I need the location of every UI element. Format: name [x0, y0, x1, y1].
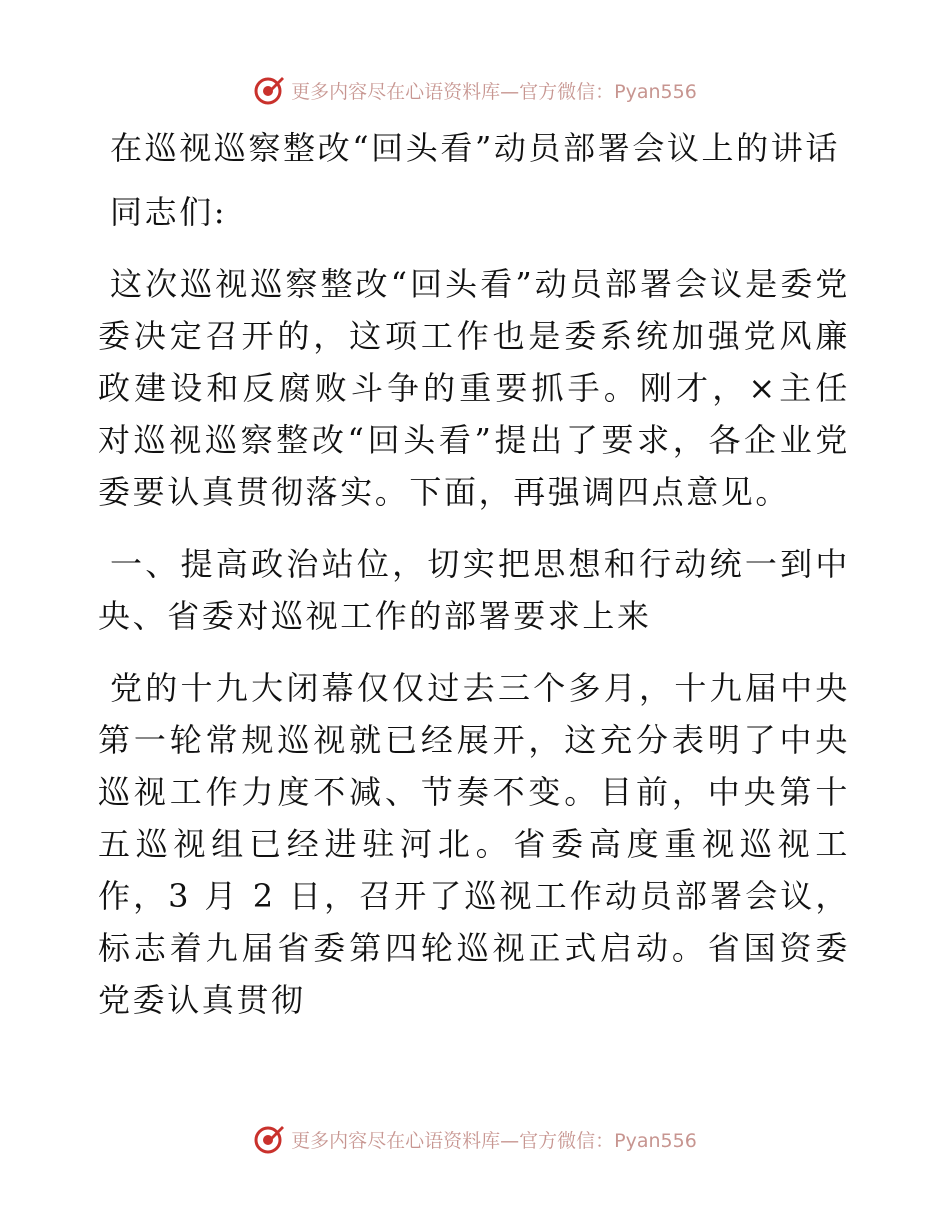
- salutation-paragraph: 同志们:: [110, 193, 228, 231]
- watermark-text: 更多内容尽在心语资料库—官方微信：Pyan556: [291, 1129, 697, 1152]
- watermark-text: 更多内容尽在心语资料库—官方微信：Pyan556: [291, 80, 697, 103]
- section-heading: 一、提高政治站位，切实把思想和行动统一到中央、省委对巡视工作的部署要求上来: [98, 545, 850, 635]
- footer-watermark: [0, 1117, 950, 1161]
- brush-logo-icon: [253, 74, 285, 106]
- document-title: 在巡视巡察整改“回头看”动员部署会议上的讲话: [110, 129, 840, 167]
- body-paragraph: 党的十九大闭幕仅仅过去三个多月，十九届中央第一轮常规巡视就已经展开，这充分表明了中央巡视工作力度不减、节奏不变。目前，中央第十五巡视组已经进驻河北。省委高度重视巡视工作，3 月 2 日，召开了巡视工作动员部署会议，标志着九届省委第四轮巡视正式启动。省国资委党委认真贯彻: [98, 669, 850, 1019]
- brush-logo-icon: [253, 1123, 285, 1155]
- header-watermark: [0, 68, 950, 112]
- document-body: [98, 122, 850, 1046]
- body-paragraph: 这次巡视巡察整改“回头看”动员部署会议是委党委决定召开的，这项工作也是委系统加强党风廉政建设和反腐败斗争的重要抓手。刚才，×主任对巡视巡察整改“回头看”提出了要求，各企业党委要认真贯彻落实。下面，再强调四点意见。: [98, 265, 850, 511]
